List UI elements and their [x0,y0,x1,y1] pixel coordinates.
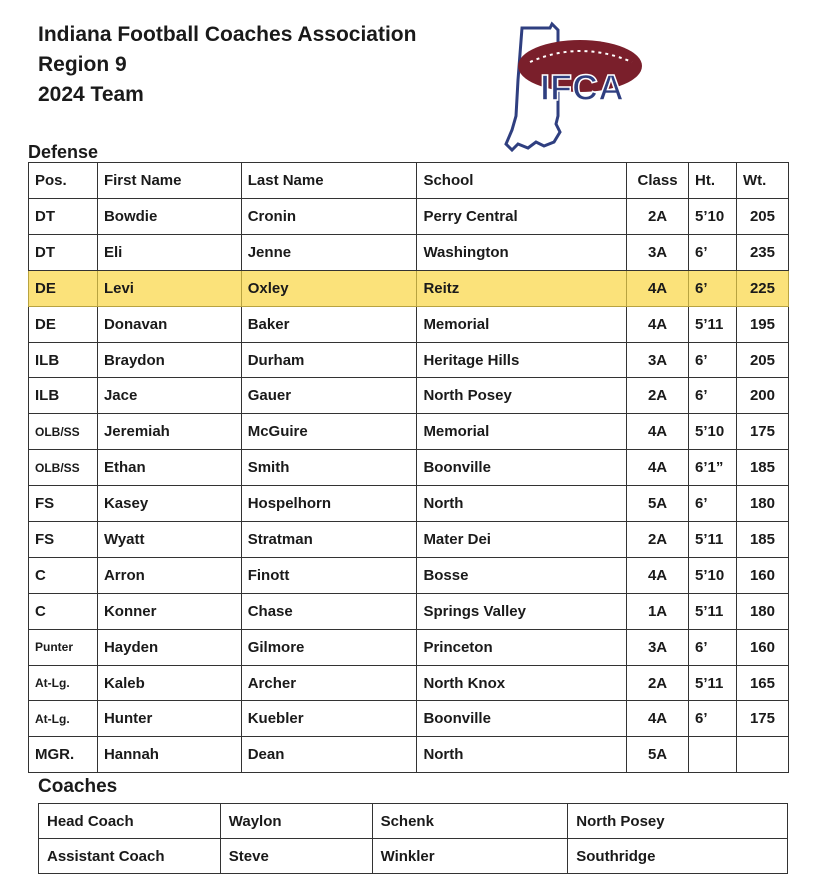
table-cell: 5’10 [689,557,737,593]
column-header: Pos. [29,163,98,199]
table-cell: 175 [736,701,788,737]
table-cell: 180 [736,593,788,629]
table-cell: 4A [627,270,689,306]
coach-cell: Southridge [568,839,788,874]
table-cell: Memorial [417,306,627,342]
column-header: Ht. [689,163,737,199]
table-cell: 1A [627,593,689,629]
coach-cell: North Posey [568,804,788,839]
table-row [29,306,789,342]
table-cell: Hospelhorn [241,486,417,522]
table-cell: 6’1” [689,450,737,486]
table-cell: DT [29,234,98,270]
column-header: First Name [97,163,241,199]
table-cell: Kaleb [97,665,241,701]
table-header-row [29,163,789,199]
table-cell: North [417,737,627,773]
table-cell: 160 [736,557,788,593]
table-cell [689,737,737,773]
table-cell: Eli [97,234,241,270]
table-cell: 180 [736,486,788,522]
table-cell: ILB [29,378,98,414]
table-cell: Bowdie [97,199,241,235]
ifca-indiana-football-icon [500,20,650,160]
table-cell: 2A [627,378,689,414]
defense-section-title: Defense [28,142,99,162]
logo-text: IFCA [540,67,624,108]
table-cell: Princeton [417,629,627,665]
table-cell: Mater Dei [417,522,627,558]
table-cell: Konner [97,593,241,629]
table-cell: 235 [736,234,788,270]
table-cell: OLB/SS [29,414,98,450]
table-row [29,737,789,773]
table-cell: North [417,486,627,522]
table-cell: Wyatt [97,522,241,558]
table-cell: DE [29,306,98,342]
table-row [29,199,789,235]
table-cell [736,737,788,773]
defense-roster-table [28,162,789,773]
table-cell: FS [29,522,98,558]
table-cell: 6’ [689,629,737,665]
table-row [29,665,789,701]
coach-row [39,804,788,839]
table-cell: DT [29,199,98,235]
table-cell: Hunter [97,701,241,737]
table-cell: Ethan [97,450,241,486]
coach-row [39,839,788,874]
table-cell: 6’ [689,486,737,522]
table-cell: Bosse [417,557,627,593]
table-cell: 6’ [689,270,737,306]
table-cell: Archer [241,665,417,701]
table-cell: 5A [627,737,689,773]
table-cell: Reitz [417,270,627,306]
table-cell: Cronin [241,199,417,235]
table-cell: 5’11 [689,522,737,558]
table-cell: Durham [241,342,417,378]
table-cell: 6’ [689,378,737,414]
table-cell: McGuire [241,414,417,450]
table-cell: 4A [627,557,689,593]
column-header: Class [627,163,689,199]
table-cell: Levi [97,270,241,306]
table-cell: 6’ [689,342,737,378]
table-cell: 5’10 [689,199,737,235]
table-row [29,234,789,270]
table-cell: 165 [736,665,788,701]
coach-cell: Winkler [372,839,568,874]
table-row [29,557,789,593]
table-cell: 225 [736,270,788,306]
table-cell: Jenne [241,234,417,270]
table-cell: C [29,593,98,629]
table-cell: North Knox [417,665,627,701]
column-header: Last Name [241,163,417,199]
table-cell: Hannah [97,737,241,773]
table-cell: 6’ [689,234,737,270]
table-cell: 160 [736,629,788,665]
table-cell: 2A [627,199,689,235]
table-row [29,522,789,558]
table-cell: Smith [241,450,417,486]
table-row [29,414,789,450]
table-row [29,450,789,486]
document-header [38,20,416,110]
table-cell: 2A [627,665,689,701]
column-header: Wt. [736,163,788,199]
table-cell: 205 [736,342,788,378]
table-cell: Kasey [97,486,241,522]
table-cell: Chase [241,593,417,629]
table-row [29,378,789,414]
team-year-title: 2024 Team [38,83,144,106]
table-cell: Finott [241,557,417,593]
table-cell: Heritage Hills [417,342,627,378]
table-cell: Memorial [417,414,627,450]
table-cell: Perry Central [417,199,627,235]
table-cell: At-Lg. [29,701,98,737]
table-cell: DE [29,270,98,306]
table-cell: 4A [627,306,689,342]
table-cell: Braydon [97,342,241,378]
table-cell: Boonville [417,701,627,737]
coach-cell: Schenk [372,804,568,839]
table-row [29,629,789,665]
table-cell: Jace [97,378,241,414]
table-cell: 5’11 [689,665,737,701]
table-row [29,593,789,629]
table-cell: Springs Valley [417,593,627,629]
table-cell: MGR. [29,737,98,773]
table-cell: Gilmore [241,629,417,665]
table-cell: North Posey [417,378,627,414]
table-cell: Jeremiah [97,414,241,450]
table-row [29,701,789,737]
table-cell: 5A [627,486,689,522]
table-cell: 6’ [689,701,737,737]
coaches-section-title: Coaches [38,776,118,797]
table-cell: 3A [627,234,689,270]
table-cell: 200 [736,378,788,414]
table-cell: Kuebler [241,701,417,737]
table-cell: ILB [29,342,98,378]
table-cell: Baker [241,306,417,342]
table-cell: 5’10 [689,414,737,450]
table-cell: 185 [736,450,788,486]
region-title: Region 9 [38,53,127,76]
association-title: Indiana Football Coaches Association [38,23,417,46]
table-cell: 2A [627,522,689,558]
table-cell: Stratman [241,522,417,558]
coaches-table [38,803,788,874]
table-cell: OLB/SS [29,450,98,486]
coach-cell: Steve [220,839,372,874]
table-cell: 3A [627,342,689,378]
column-header: School [417,163,627,199]
table-cell: 185 [736,522,788,558]
table-cell: 5’11 [689,306,737,342]
table-cell: 195 [736,306,788,342]
table-cell: Donavan [97,306,241,342]
table-cell: C [29,557,98,593]
table-cell: 5’11 [689,593,737,629]
table-cell: 175 [736,414,788,450]
table-cell: Washington [417,234,627,270]
table-cell: Boonville [417,450,627,486]
coach-cell: Head Coach [39,804,221,839]
table-cell: FS [29,486,98,522]
table-cell: Hayden [97,629,241,665]
table-cell: 4A [627,701,689,737]
table-cell: Oxley [241,270,417,306]
highlighted-table-row [29,270,789,306]
table-cell: 4A [627,414,689,450]
coach-cell: Assistant Coach [39,839,221,874]
table-cell: Gauer [241,378,417,414]
table-cell: 4A [627,450,689,486]
table-cell: 3A [627,629,689,665]
table-row [29,342,789,378]
table-cell: Arron [97,557,241,593]
coach-cell: Waylon [220,804,372,839]
table-cell: At-Lg. [29,665,98,701]
table-row [29,486,789,522]
table-cell: 205 [736,199,788,235]
ifca-logo [500,20,650,160]
table-cell: Punter [29,629,98,665]
table-cell: Dean [241,737,417,773]
